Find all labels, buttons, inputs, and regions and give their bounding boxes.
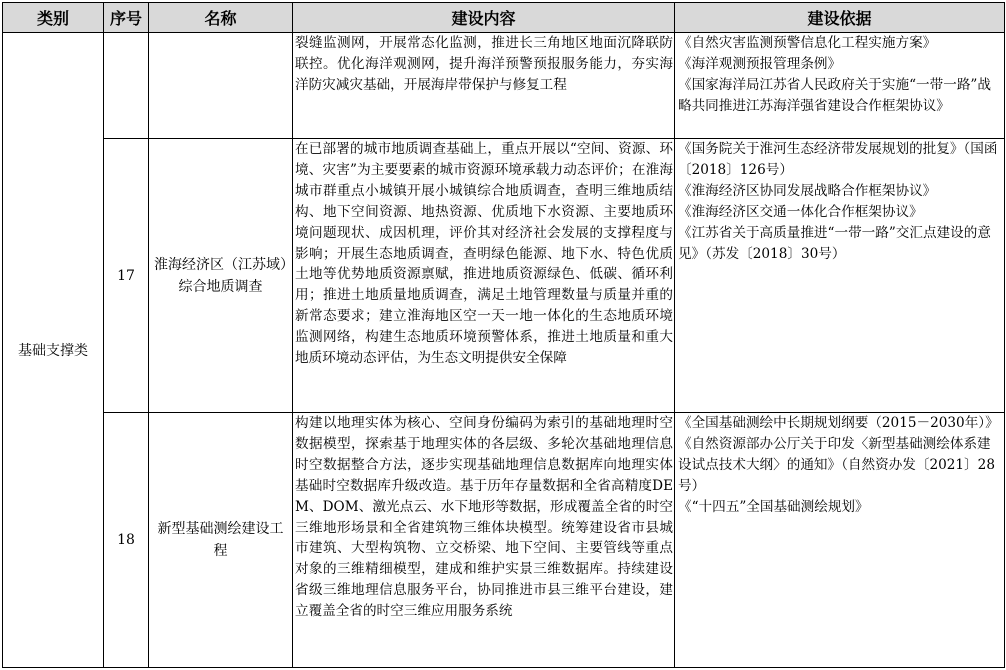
name-cell: [149, 33, 293, 139]
name-text: 新型基础测绘建设工程: [157, 521, 284, 559]
content-cell: 构建以地理实体为核心、空间身份编码为索引的基础地理时空数据模型，探索基于地理实体的各层级、多轮次基础地理信息时空数据整合方法，逐步实现基础地理信息数据库向地理实体基础时空数据库升级改造。基于历年存量数据和全省高精度DEM、DOM、激光点云、水下地形等数据，形成覆盖全省的时空三维地形场景和全省建筑物三维体块模型。统筹建设省市县城市建筑、大型构筑物、立交桥梁、地下空间、主要管线等重点对象的三维精细模型，建成和维护实景三维数据库。持续建设省级三维地理信息服务平台，协同推进市县三维平台建设，建立覆盖全省的时空三维应用服务系统: [293, 413, 675, 668]
table-row: [3, 139, 1005, 413]
name-text: 淮海经济区（江苏域）综合地质调查: [154, 256, 287, 295]
content-cell: 在已部署的城市地质调查基础上，重点开展以“空间、资源、环境、灾害”为主要要素的城市资源环境承载力动态评价；在淮海城市群重点小城镇开展小城镇综合地质调查，查明三维地质结构、地下空间资源、地热资源、优质地下水资源、主要地质环境问题现状、成因机理，评价其对经济社会发展的支撑程度与影响；开展生态地质调查，查明绿色能源、地下水、特色优质土地等优势地质资源禀赋，推进地质资源绿色、低碳、循环利用；推进土地质量地质调查，满足土地管理数量与质量并重的新常态要求；建立淮海地区空一天一地一体化的生态地质环境监测网络，构建生态地质环境预警体系，推进土地质量和重大地质环境动态评估，为生态文明提供安全保障: [293, 139, 675, 413]
table-row: [3, 33, 1005, 139]
seq-cell: 18: [104, 413, 149, 668]
basis-item: 《“十四五”全国基础测绘规划》: [678, 498, 869, 515]
category-cell: 基础支撑类: [3, 33, 104, 668]
name-cell: [149, 139, 293, 413]
basis-item: 《淮海经济区协同发展战略合作框架协议》: [678, 182, 937, 199]
header-seq: 序号: [104, 3, 149, 33]
basis-item: 《自然资源部办公厅关于印发〈新型基础测绘体系建设试点技术大纲〉的通知》（自然资办发〔2021〕28号）: [678, 435, 995, 494]
content-cell: 裂缝监测网，开展常态化监测，推进长三角地区地面沉降联防联控。优化海洋观测网，提升海洋预警预报服务能力，夯实海洋防灾减灾基础，开展海岸带保护与修复工程: [293, 33, 675, 139]
header-name: 名称: [149, 3, 293, 33]
header-content: 建设内容: [293, 3, 675, 33]
basis-item: 《江苏省关于高质量推进“一带一路”交汇点建设的意见》（苏发〔2018〕30号）: [678, 224, 991, 262]
table-row: [3, 413, 1005, 668]
table-header-row: [3, 3, 1005, 33]
basis-item: 《自然灾害监测预警信息化工程实施方案》: [678, 35, 937, 51]
seq-cell: 17: [104, 139, 149, 413]
name-cell: [149, 413, 293, 668]
basis-item: 《海洋观测预报管理条例》: [678, 55, 842, 72]
header-category: 类别: [3, 3, 104, 33]
seq-cell: [104, 33, 149, 139]
plan-table: [2, 2, 1005, 668]
basis-cell: [675, 139, 1005, 413]
basis-item: 《全国基础测绘中长期规划纲要（2015－2030年）》: [678, 415, 999, 431]
basis-item: 《国家海洋局江苏省人民政府关于实施“一带一路”战略共同推进江苏海洋强省建设合作框架协议》: [678, 76, 991, 114]
basis-item: 《淮海经济区交通一体化合作框架协议》: [678, 203, 923, 220]
basis-cell: [675, 33, 1005, 139]
basis-item: 《国务院关于淮河生态经济带发展规划的批复》（国函〔2018〕126号）: [678, 141, 998, 178]
header-basis: 建设依据: [675, 3, 1005, 33]
basis-cell: [675, 413, 1005, 668]
